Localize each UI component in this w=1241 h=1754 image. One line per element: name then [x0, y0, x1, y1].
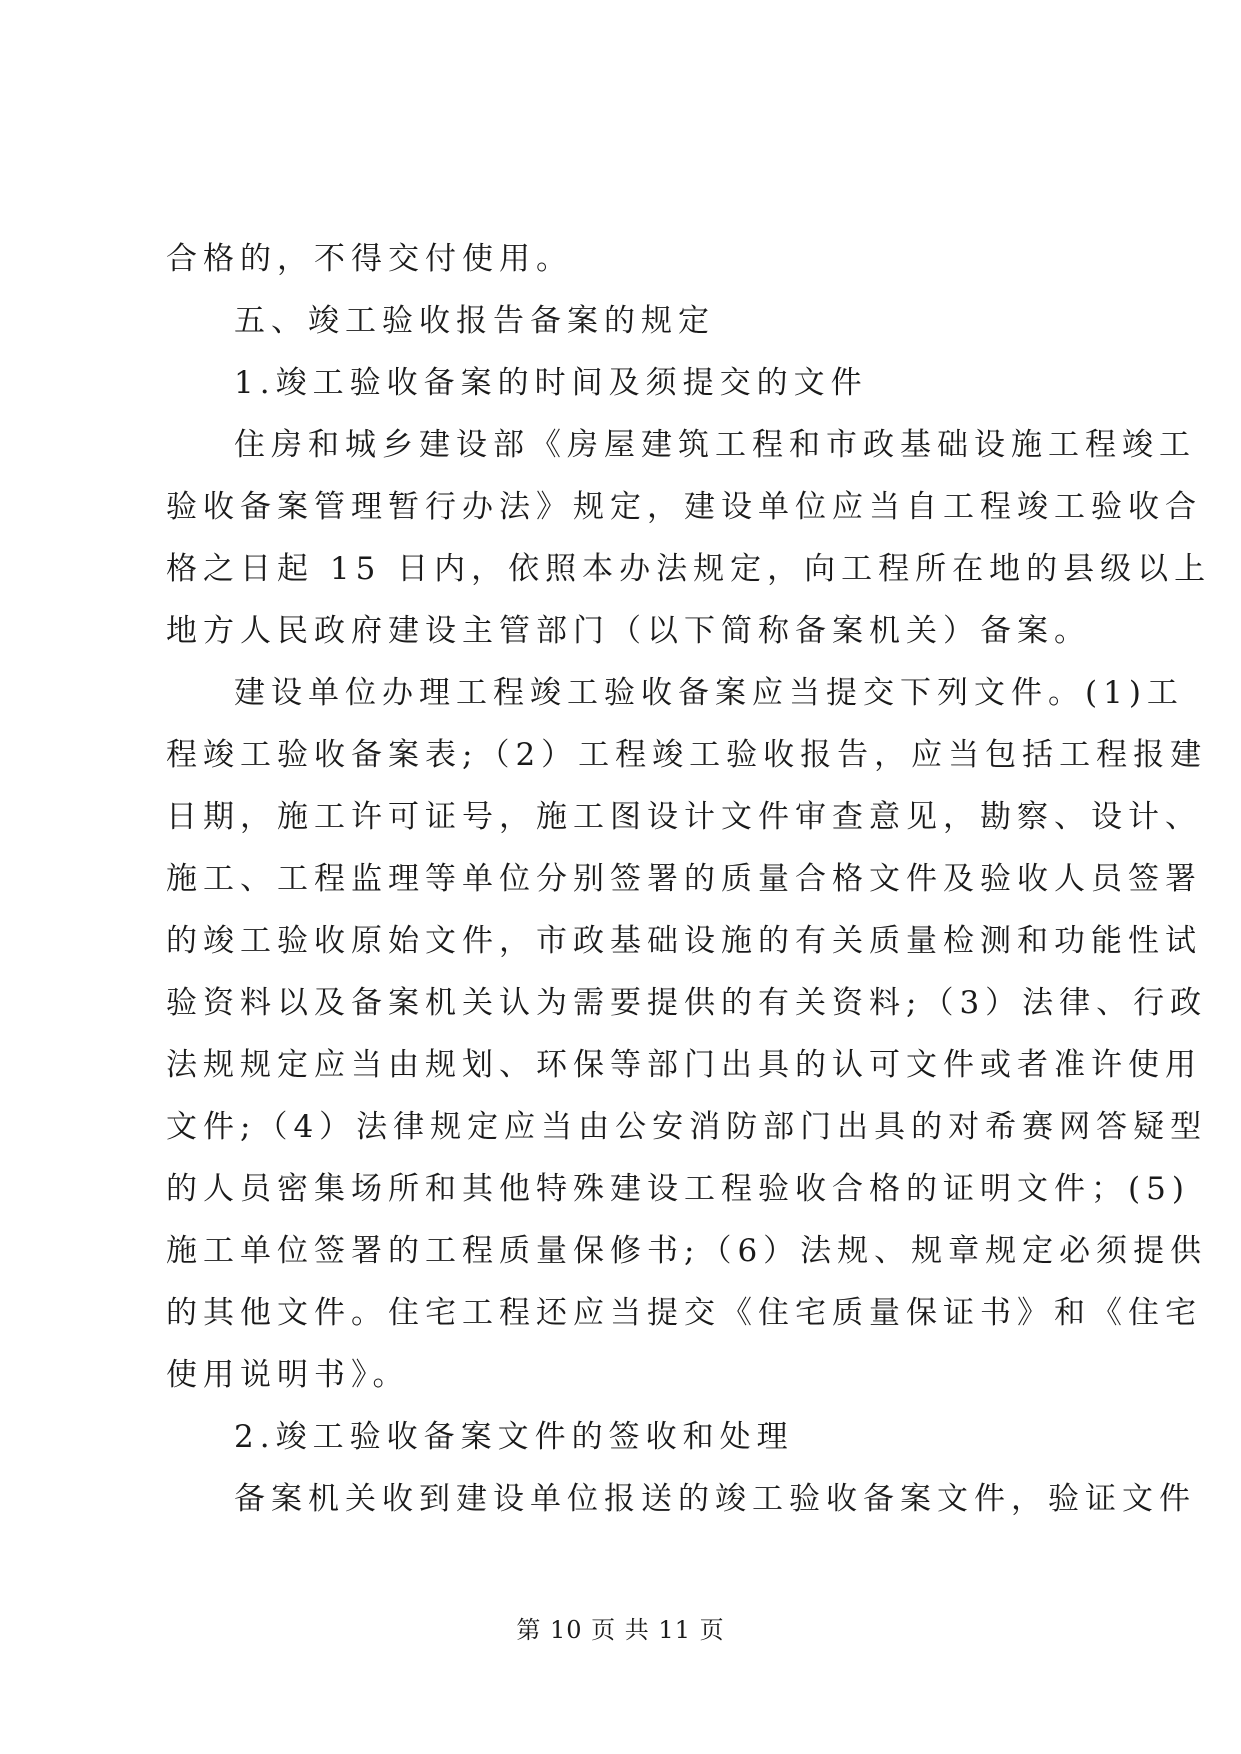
document-body: [166, 228, 1212, 1530]
text-line: 的其他文件。住宅工程还应当提交《住宅质量保证书》和《住宅: [166, 1295, 1202, 1331]
page-number: 第 10 页 共 11 页: [516, 1616, 725, 1644]
subsection-heading: 2.竣工验收备案文件的签收和处理: [234, 1419, 794, 1455]
text-line: 的竣工验收原始文件，市政基础设施的有关质量检测和功能性试: [166, 923, 1202, 959]
subsection-heading: 1.竣工验收备案的时间及须提交的文件: [234, 365, 868, 401]
text-line: 备案机关收到建设单位报送的竣工验收备案文件，验证文件: [234, 1481, 1196, 1517]
text-line: 程竣工验收备案表;（2）工程竣工验收报告，应当包括工程报建: [166, 737, 1208, 773]
text-line: 验收备案管理暂行办法》规定，建设单位应当自工程竣工验收合: [166, 489, 1202, 525]
text-line: 的人员密集场所和其他特殊建设工程验收合格的证明文件；(5): [166, 1171, 1190, 1207]
text-line: 建设单位办理工程竣工验收备案应当提交下列文件。(1)工: [234, 675, 1184, 711]
text-line: 文件;（4）法律规定应当由公安消防部门出具的对希赛网答疑型: [166, 1109, 1208, 1145]
text-line: 验资料以及备案机关认为需要提供的有关资料;（3）法律、行政: [166, 985, 1208, 1021]
text-line: 格之日起 15 日内，依照本办法规定，向工程所在地的县级以上: [166, 551, 1212, 587]
text-line: 合格的，不得交付使用。: [166, 241, 573, 277]
text-line: 日期，施工许可证号，施工图设计文件审查意见，勘察、设计、: [166, 799, 1202, 835]
text-line: 施工单位签署的工程质量保修书;（6）法规、规章规定必须提供: [166, 1233, 1208, 1269]
text-line: 法规规定应当由规划、环保等部门出具的认可文件或者准许使用: [166, 1047, 1202, 1083]
text-line: 使用说明书》。: [166, 1357, 410, 1393]
text-line: 地方人民政府建设主管部门（以下简称备案机关）备案。: [166, 613, 1091, 649]
text-line: 施工、工程监理等单位分别签署的质量合格文件及验收人员签署: [166, 861, 1202, 897]
section-heading: 五、竣工验收报告备案的规定: [234, 303, 715, 339]
text-line: 住房和城乡建设部《房屋建筑工程和市政基础设施工程竣工: [234, 427, 1196, 463]
